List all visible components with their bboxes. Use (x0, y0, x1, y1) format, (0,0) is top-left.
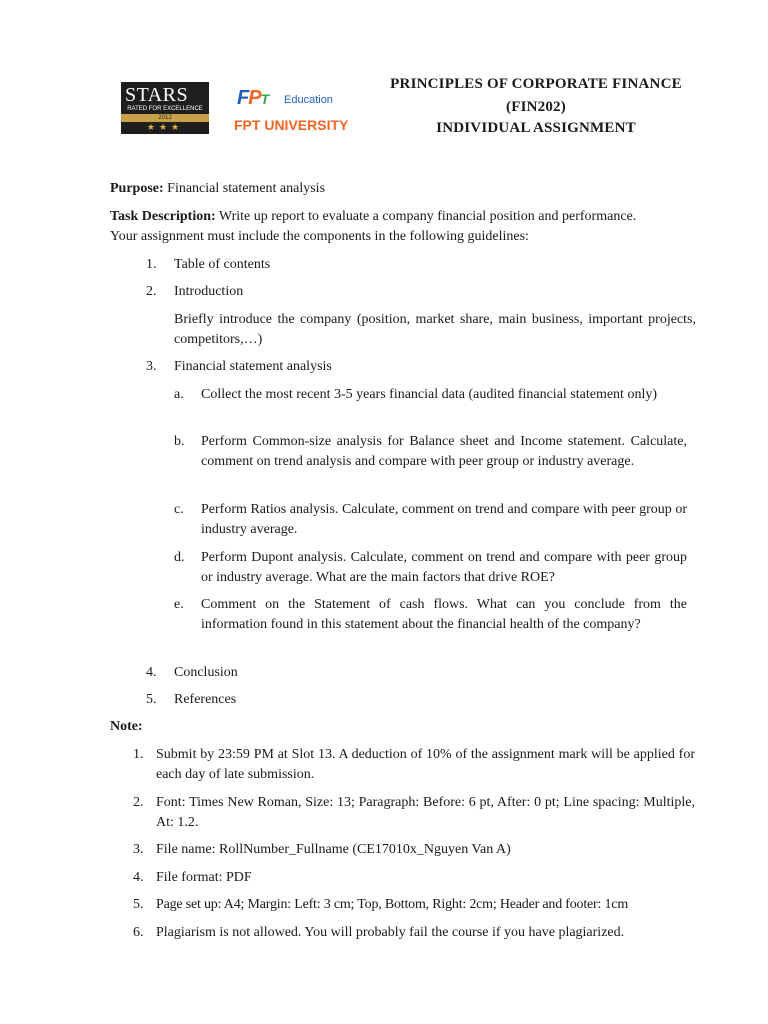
list-number: 5. (146, 692, 157, 707)
fpt-university-label: FPT UNIVERSITY (234, 117, 349, 133)
sub-item-ratios: Perform Ratios analysis. Calculate, comment on trend and compare with peer group or industry average. (201, 502, 687, 537)
sub-item-dupont: Perform Dupont analysis. Calculate, comment on trend and compare with peer group or industry average. What are the main factors that drive ROE? (201, 550, 687, 585)
note-number: 5. (133, 897, 144, 912)
sub-letter: e. (174, 597, 184, 612)
note-item-deadline: Submit by 23:59 PM at Slot 13. A deduction of 10% of the assignment mark will be applied for each day of late submission. (156, 747, 695, 782)
stars-icon: ★★★ (146, 122, 184, 132)
note-item-file-format: File format: PDF (156, 870, 252, 885)
fpt-education-label: Education (284, 94, 333, 106)
list-item-references: References (174, 692, 237, 707)
note-number: 6. (133, 925, 144, 940)
assignment-title: INDIVIDUAL ASSIGNMENT (436, 120, 636, 136)
list-item-conclusion: Conclusion (174, 665, 238, 680)
purpose-text: Financial statement analysis (163, 181, 326, 196)
stars-logo-subtitle: RATED FOR EXCELLENCE (127, 106, 203, 112)
note-heading: Note: (110, 719, 143, 734)
task-label: Task Description: (110, 209, 216, 224)
list-item-table-of-contents: Table of contents (174, 257, 271, 272)
note-item-page-setup: Page set up: A4; Margin: Left: 3 cm; Top, Bottom, Right: 2cm; Header and footer: 1cm (156, 897, 629, 912)
task-line-2: Your assignment must include the components in the following guidelines: (110, 229, 529, 244)
task-line-1 (110, 207, 636, 227)
purpose-line (110, 179, 325, 199)
list-number: 2. (146, 284, 157, 299)
sub-letter: d. (174, 550, 185, 565)
note-number: 3. (133, 842, 144, 857)
list-item-introduction: Introduction (174, 284, 244, 299)
list-number: 1. (146, 257, 157, 272)
course-title: PRINCIPLES OF CORPORATE FINANCE (390, 76, 682, 92)
note-number: 4. (133, 870, 144, 885)
sub-item-collect-data: Collect the most recent 3-5 years financial data (audited financial statement only) (201, 387, 657, 402)
list-number: 3. (146, 359, 157, 374)
course-code: (FIN202) (506, 99, 566, 115)
task-text-1: Write up report to evaluate a company financial position and performance. (215, 209, 637, 224)
introduction-description: Briefly introduce the company (position, market share, main business, important projects, competitors,…) (174, 312, 696, 347)
fpt-logo-mark: FPT (237, 87, 269, 109)
note-item-plagiarism: Plagiarism is not allowed. You will probably fail the course if you have plagiarized. (156, 925, 625, 940)
sub-letter: a. (174, 387, 184, 402)
sub-letter: b. (174, 434, 185, 449)
sub-item-cash-flows: Comment on the Statement of cash flows. What can you conclude from the information found in this statement about the financial health of the company? (201, 597, 687, 632)
sub-letter: c. (174, 502, 184, 517)
note-item-file-name: File name: RollNumber_Fullname (CE17010x_Nguyen Van A) (156, 842, 511, 857)
note-item-font: Font: Times New Roman, Size: 13; Paragraph: Before: 6 pt, After: 0 pt; Line spacing: Multiple, At: 1.2. (156, 795, 695, 830)
stars-logo-text: STARS (125, 84, 189, 106)
fpt-logo (234, 85, 349, 135)
stars-logo-year: 2012 (121, 114, 209, 122)
purpose-label: Purpose: (110, 181, 164, 196)
note-number: 1. (133, 747, 144, 762)
list-number: 4. (146, 665, 157, 680)
stars-logo (121, 82, 209, 134)
sub-item-common-size: Perform Common-size analysis for Balance sheet and Income statement. Calculate, comment on trend analysis and compare with peer group or industry average. (201, 434, 687, 469)
list-item-financial-statement-analysis: Financial statement analysis (174, 359, 332, 374)
note-number: 2. (133, 795, 144, 810)
